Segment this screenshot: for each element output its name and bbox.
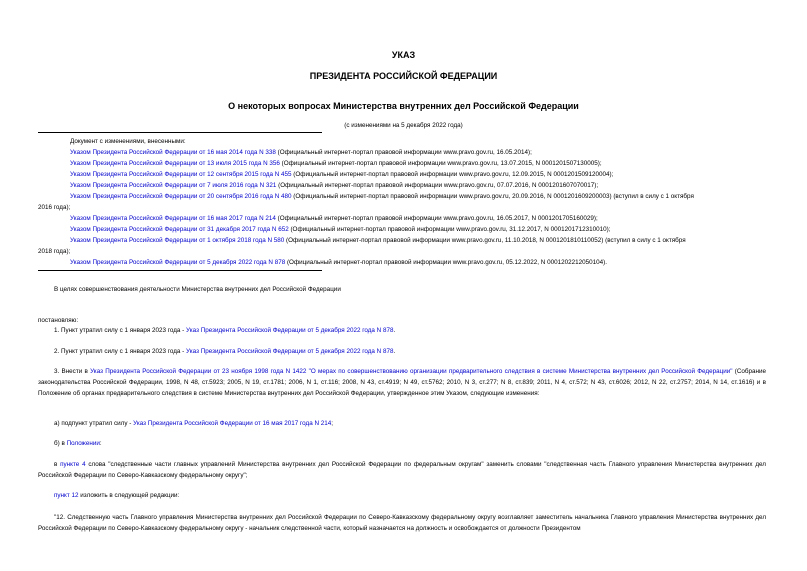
change-details: (Официальный интернет-портал правовой информации www.pravo.gov.ru, 12.09.2015, N 0001201509120004); bbox=[291, 171, 614, 178]
decree-link[interactable]: Указ Президента Российской Федерации от 23 ноября 1998 года N 1422 "О мерах по совершенствованию организации предварительного следствия в системе Министерства внутренних дел Российской Федерации" bbox=[90, 368, 733, 375]
decree-link[interactable]: Указ Президента Российской Федерации от 5 декабря 2022 года N 878 bbox=[186, 327, 394, 334]
change-item bbox=[38, 169, 766, 180]
paragraph-text: 1. Пункт утратил силу с 1 января 2023 года - bbox=[54, 327, 187, 334]
regulation-link[interactable]: Положении bbox=[66, 440, 100, 447]
paragraph-text: изложить в следующей редакции: bbox=[78, 492, 180, 499]
decree-link[interactable]: Указ Президента Российской Федерации от 16 мая 2017 года N 214 bbox=[133, 420, 332, 427]
changes-top-divider bbox=[38, 132, 322, 133]
change-continuation: 2016 года); bbox=[38, 204, 71, 211]
doc-type-title: УКАЗ bbox=[391, 50, 416, 60]
decree-word-text: постановляю: bbox=[38, 317, 79, 324]
change-link[interactable]: Указом Президента Российской Федерации от 31 декабря 2017 года N 652 bbox=[70, 226, 289, 233]
change-details: (Официальный интернет-портал правовой информации www.pravo.gov.ru, 13.07.2015, N 0001201507130005); bbox=[279, 160, 602, 167]
paragraph-text: б) в bbox=[54, 440, 67, 447]
change-link[interactable]: Указом Президента Российской Федерации от 5 декабря 2022 года N 878 bbox=[70, 259, 286, 266]
paragraph-2 bbox=[38, 346, 766, 357]
paragraph-end: . bbox=[393, 348, 396, 355]
change-details: (Официальный интернет-портал правовой информации www.pravo.gov.ru, 16.05.2014); bbox=[275, 149, 532, 156]
paragraph-text: 3. Внести в bbox=[54, 368, 91, 375]
change-link[interactable]: Указом Президента Российской Федерации от 16 мая 2014 года N 338 bbox=[70, 149, 276, 156]
change-details: (Официальный интернет-портал правовой информации www.pravo.gov.ru, 05.12.2022, N 0001202212050104). bbox=[285, 259, 607, 266]
change-link[interactable]: Указом Президента Российской Федерации от 7 июля 2016 года N 321 bbox=[70, 182, 277, 189]
preamble bbox=[38, 284, 766, 295]
change-details: (Официальный интернет-портал правовой информации www.pravo.gov.ru, 20.09.2016, N 0001201609200003) (вступил в силу с 1 октября bbox=[291, 193, 694, 200]
subject-title: О некоторых вопросах Министерства внутренних дел Российской Федерации bbox=[228, 101, 579, 111]
changes-intro: Документ с изменениями, внесенными: bbox=[70, 138, 186, 145]
change-link[interactable]: Указом Президента Российской Федерации от 16 мая 2017 года N 214 bbox=[70, 215, 276, 222]
issuer-title: ПРЕЗИДЕНТА РОССИЙСКОЙ ФЕДЕРАЦИИ bbox=[309, 71, 498, 81]
paragraph-text: а) подпункт утратил силу - bbox=[54, 420, 134, 427]
paragraph-3 bbox=[38, 366, 766, 399]
preamble-text: В целях совершенствования деятельности Министерства внутренних дел Российской Федерации bbox=[54, 286, 341, 293]
change-continuation: 2018 года); bbox=[38, 248, 71, 255]
paragraph-1 bbox=[38, 325, 766, 336]
changes-bottom-divider bbox=[38, 270, 322, 271]
amendment-point-12 bbox=[38, 490, 766, 501]
amendment-point-4 bbox=[38, 459, 766, 481]
paragraph-end: : bbox=[99, 440, 102, 447]
quoted-text: "12. Следственную часть Главного управления Министерства внутренних дел Российской Федерации по Северо-Кавказскому федеральному округу возглавляет заместитель начальника Главного управления Министерства внутренних дел Российской Федерации по Северо-Кавказскому федеральному округу - начальник следственной части, который назначается на должность и освобождается от должности Президентом bbox=[38, 514, 766, 532]
change-item bbox=[38, 191, 766, 202]
paragraph-text: (Собрание законодательства Российской Федерации, 1998, N 48, ст.5923; 2005, N 19, ст.1781; 2006, N 1, ст.116; 2008, N 43, ст.4919; N 49, ст.5762; 2010, N 3, ст.277; N 8, ст.839; 2011, N 4, ст.572; N 43, ст.6026; 2012, N 22, ст.2757; 2014, N 14, ст.1616) и в Положение об органах предварительного следствия в системе Министерства внутренних дел Российской Федерации, утвержденное этим Указом, следующие изменения: bbox=[38, 368, 766, 397]
point-12-link[interactable]: пункт 12 bbox=[54, 492, 79, 499]
change-link[interactable]: Указом Президента Российской Федерации от 20 сентября 2016 года N 480 bbox=[70, 193, 292, 200]
change-details: (Официальный интернет-портал правовой информации www.pravo.gov.ru, 11.10.2018, N 0001201810110052) (вступил в силу с 1 октября bbox=[284, 237, 686, 244]
change-link[interactable]: Указом Президента Российской Федерации от 13 июля 2015 года N 356 bbox=[70, 160, 280, 167]
change-item bbox=[38, 158, 766, 169]
paragraph-end: ; bbox=[331, 420, 334, 427]
decree-link[interactable]: Указ Президента Российской Федерации от 5 декабря 2022 года N 878 bbox=[186, 348, 394, 355]
change-item bbox=[38, 257, 766, 268]
change-link[interactable]: Указом Президента Российской Федерации от 12 сентября 2015 года N 455 bbox=[70, 171, 292, 178]
change-details: (Официальный интернет-портал правовой информации www.pravo.gov.ru, 16.05.2017, N 0001201705160029); bbox=[275, 215, 598, 222]
quoted-point-12 bbox=[38, 512, 766, 534]
paragraph-text: в bbox=[54, 461, 61, 468]
subparagraph-a bbox=[38, 418, 766, 429]
paragraph-text: слова "следственные части главных управлений Министерства внутренних дел Российской Федерации по федеральным округам" заменить словами "следственная часть Главного управления Министерства внутренних дел Российской Федерации по Северо-Кавказскому федеральному округу"; bbox=[38, 461, 766, 479]
change-item bbox=[38, 147, 766, 158]
paragraph-text: 2. Пункт утратил силу с 1 января 2023 года - bbox=[54, 348, 187, 355]
change-item bbox=[38, 224, 766, 235]
point-4-link[interactable]: пункте 4 bbox=[60, 461, 86, 468]
changes-list bbox=[38, 136, 766, 268]
change-details: (Официальный интернет-портал правовой информации www.pravo.gov.ru, 07.07.2016, N 0001201607070017); bbox=[276, 182, 599, 189]
paragraph-end: . bbox=[393, 327, 396, 334]
change-link[interactable]: Указом Президента Российской Федерации от 1 октября 2018 года N 580 bbox=[70, 237, 285, 244]
change-item bbox=[38, 235, 766, 246]
change-details: (Официальный интернет-портал правовой информации www.pravo.gov.ru, 31.12.2017, N 0001201712310010); bbox=[288, 226, 611, 233]
change-item bbox=[38, 180, 766, 191]
change-item bbox=[38, 213, 766, 224]
subparagraph-b bbox=[38, 438, 766, 449]
revision-note: (с изменениями на 5 декабря 2022 года) bbox=[344, 122, 463, 129]
